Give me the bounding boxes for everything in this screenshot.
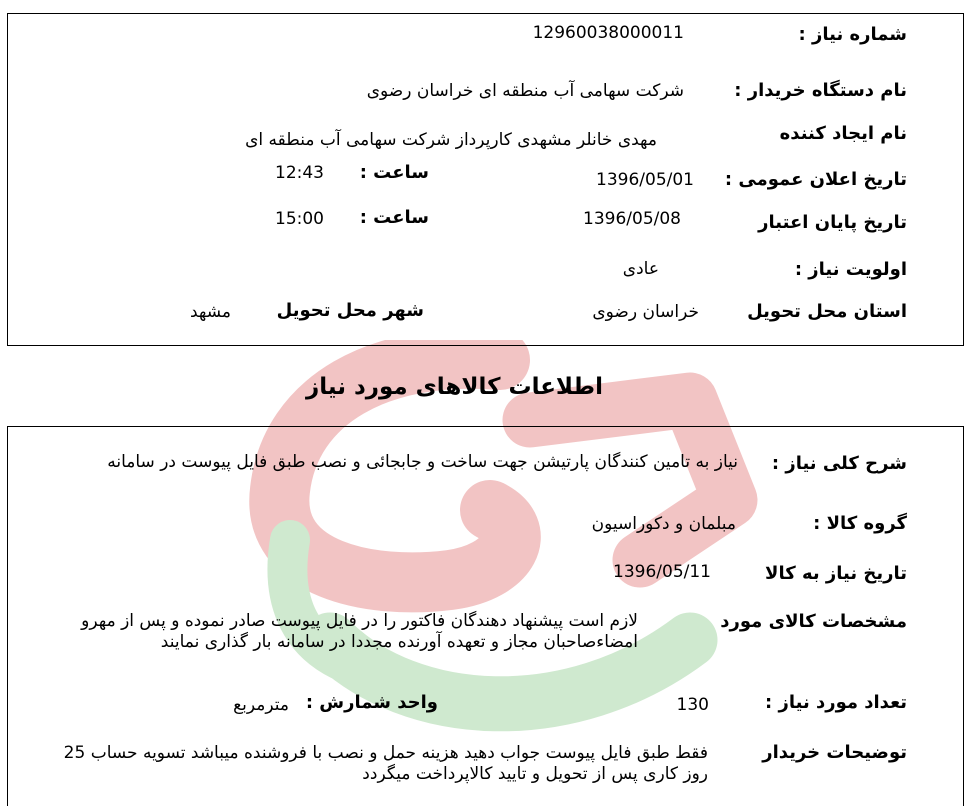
- delivery-city-label: شهر محل تحویل: [276, 300, 424, 321]
- expiry-time-label: ساعت :: [359, 207, 429, 228]
- announce-date-value: 1396/05/01: [596, 170, 694, 190]
- creator-value: مهدی خانلر مشهدی کارپرداز شرکت سهامی آب منطقه ای: [245, 130, 657, 150]
- general-desc-label: شرح کلی نیاز :: [771, 453, 907, 474]
- delivery-province-value: خراسان رضوی: [592, 302, 699, 322]
- delivery-city-value: مشهد: [189, 302, 231, 322]
- expiry-date-label: تاریخ پایان اعتبار: [758, 212, 907, 233]
- need-number-label: شماره نیاز :: [798, 24, 907, 45]
- announce-time-value: 12:43: [275, 163, 324, 183]
- goods-group-value: مبلمان و دکوراسیون: [591, 514, 736, 534]
- buyer-org-label: نام دستگاه خریدار :: [734, 80, 907, 101]
- creator-label: نام ایجاد کننده: [779, 123, 907, 144]
- goods-group-label: گروه کالا :: [813, 513, 907, 534]
- announce-date-label: تاریخ اعلان عمومی :: [724, 169, 907, 190]
- buyer-notes-label: توضیحات خریدار: [762, 742, 907, 763]
- quantity-value: 130: [676, 695, 709, 715]
- delivery-province-label: استان محل تحویل: [747, 301, 907, 322]
- announce-time-label: ساعت :: [359, 162, 429, 183]
- priority-label: اولویت نیاز :: [794, 259, 907, 280]
- need-date-label: تاریخ نیاز به کالا: [765, 563, 907, 584]
- specs-value: لازم است پیشنهاد دهندگان فاکتور را در فایل پیوست صادر نموده و پس از مهرو امضاءصاحبان مجاز و تعهده آورنده مجددا در سامانه بار گذاری نمایند: [81, 611, 638, 652]
- need-date-value: 1396/05/11: [613, 562, 711, 582]
- priority-value: عادی: [622, 259, 659, 279]
- need-number-value: 12960038000011: [532, 23, 684, 43]
- buyer-org-value: شرکت سهامی آب منطقه ای خراسان رضوی: [366, 81, 684, 101]
- expiry-time-value: 15:00: [275, 209, 324, 229]
- expiry-date-value: 1396/05/08: [583, 209, 681, 229]
- buyer-notes-value: فقط طبق فایل پیوست جواب دهید هزینه حمل و نصب با فروشنده میباشد تسویه حساب 25 روز کاری پس از تحویل و تایید کالاپرداخت میگردد: [63, 743, 708, 784]
- unit-label: واحد شمارش :: [305, 692, 438, 713]
- goods-section-title: اطلاعات کالاهای مورد نیاز: [306, 374, 603, 400]
- specs-label: مشخصات کالای مورد: [720, 611, 907, 632]
- general-desc-value: نیاز به تامین کنندگان پارتیشن جهت ساخت و جابجائی و نصب طبق فایل پیوست در سامانه: [107, 452, 738, 472]
- unit-value: مترمربع: [233, 695, 289, 715]
- quantity-label: تعداد مورد نیاز :: [765, 692, 907, 713]
